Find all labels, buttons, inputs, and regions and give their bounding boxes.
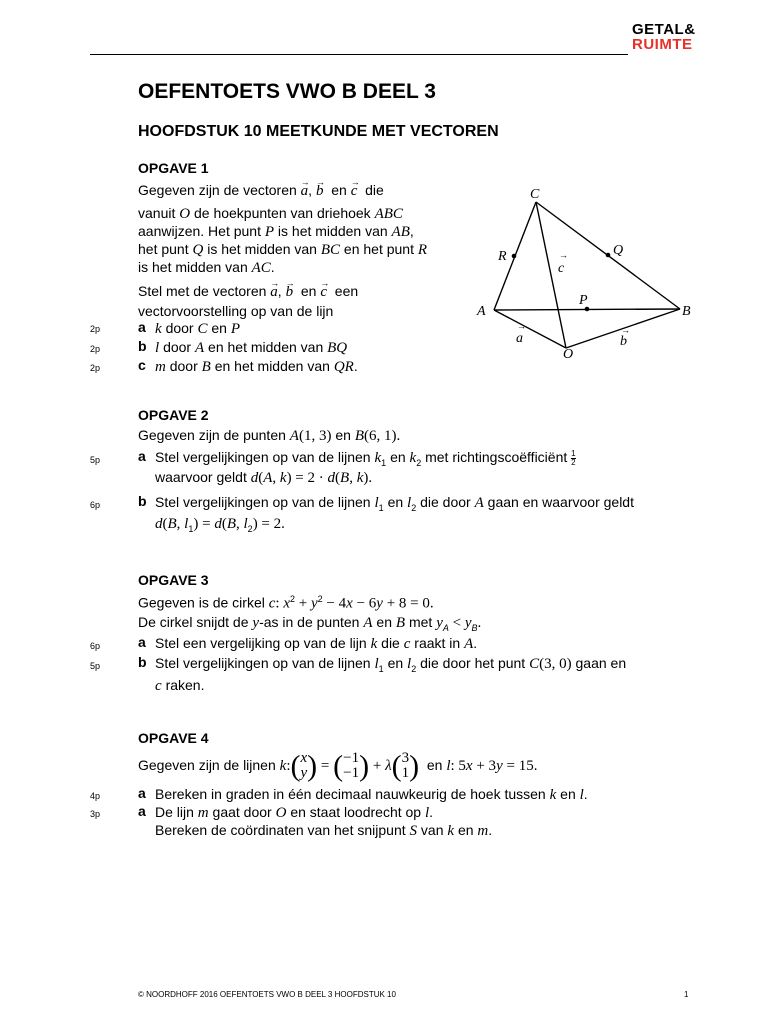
opgave-2b-line-1: Stel vergelijkingen op van de lijnen $l_1$ en $l_2$ die door A gaan en waarvoor geldt	[155, 494, 634, 513]
opgave-3b-label: b	[138, 654, 147, 670]
label-Q: Q	[613, 243, 624, 258]
page-number: 1	[684, 990, 689, 999]
opgave-1-heading: OPGAVE 1	[138, 160, 209, 176]
label-vector-c: c	[558, 261, 565, 276]
opgave-2b-label: b	[138, 493, 147, 509]
label-vector-a: a	[516, 331, 523, 346]
label-R: R	[498, 249, 507, 264]
edge-AO	[494, 310, 566, 348]
label-C: C	[530, 187, 540, 202]
opgave-2b-points: 6p	[90, 500, 101, 510]
logo-line-2: RUIMTE	[632, 36, 693, 53]
opgave-1c-points: 2p	[90, 363, 101, 373]
arrow-vector-a: →	[517, 321, 526, 331]
opgave-3a-text: Stel een vergelijking op van de lijn k die c raakt in A.	[155, 635, 478, 652]
opgave-1a-text: k door C en P	[155, 320, 241, 337]
opgave-4a-points: 4p	[90, 791, 101, 801]
label-B: B	[682, 304, 691, 319]
publisher-logo	[632, 22, 696, 52]
opgave-3a-points: 6p	[90, 641, 101, 651]
opgave-3b-line-1: Stel vergelijkingen op van de lijnen $l_1$ en $l_2$ die door het punt C(3, 0) gaan en	[155, 655, 627, 674]
document-title: OEFENTOETS VWO B DEEL 3	[138, 80, 436, 103]
opgave-1a-points: 2p	[90, 324, 101, 334]
opgave-4b-label: a	[138, 803, 146, 819]
opgave-1c-text: m door B en het midden van QR.	[155, 358, 358, 375]
opgave-1b-label: b	[138, 338, 147, 354]
opgave-1-line-2: vanuit O de hoekpunten van driehoek ABC	[138, 205, 403, 222]
opgave-1b-text: l door A en het midden van BQ	[155, 339, 348, 356]
opgave-1-line-4: het punt Q is het midden van BC en het punt R	[138, 241, 428, 258]
opgave-4-intro: Gegeven zijn de lijnen k:( x y ) = ( −1 −1 ) + λ( 3 1 ) en l: 5x + 3y = 15.	[138, 749, 538, 783]
arrow-vector-c: →	[559, 250, 568, 260]
opgave-3b-points: 5p	[90, 661, 101, 671]
opgave-4b-points: 3p	[90, 809, 101, 819]
opgave-1-line-3: aanwijzen. Het punt P is het midden van AB,	[138, 223, 414, 240]
opgave-2a-points: 5p	[90, 455, 101, 465]
chapter-title: HOOFDSTUK 10 MEETKUNDE MET VECTOREN	[138, 123, 499, 140]
opgave-2-intro: Gegeven zijn de punten A(1, 3) en B(6, 1).	[138, 427, 401, 444]
opgave-4b-line-2: Bereken de coördinaten van het snijpunt S van k en m.	[155, 822, 493, 839]
opgave-4a-text: Bereken in graden in één decimaal nauwkeurig de hoek tussen k en l.	[155, 786, 588, 803]
label-O: O	[563, 347, 574, 362]
opgave-3-intro: Gegeven is de cirkel c: $x^2 + y^2 - 4x - 6y + 8 = 0$.	[138, 594, 434, 612]
opgave-1c-label: c	[138, 357, 146, 373]
point-Q-dot	[606, 253, 611, 258]
opgave-1-line-7: vectorvoorstelling op van de lijn	[138, 303, 334, 319]
opgave-1b-points: 2p	[90, 344, 101, 354]
logo-line-1: GETAL&	[632, 21, 696, 38]
opgave-3-heading: OPGAVE 3	[138, 572, 209, 588]
label-P: P	[579, 293, 588, 308]
opgave-3b-line-2: c raken.	[155, 677, 205, 694]
opgave-2b-line-2: d(B, $l_1) = d(B$, $l_2) = 2$.	[155, 516, 285, 534]
footer-copyright: © NOORDHOFF 2016 OEFENTOETS VWO B DEEL 3 HOOFDSTUK 10	[138, 990, 396, 999]
label-A: A	[477, 304, 486, 319]
arrow-vector-b: →	[621, 325, 630, 335]
opgave-4a-label: a	[138, 785, 146, 801]
opgave-4-heading: OPGAVE 4	[138, 730, 209, 746]
triangle-figure	[470, 180, 710, 370]
opgave-2a-label: a	[138, 448, 146, 464]
point-R-dot	[512, 254, 517, 259]
opgave-4b-line-1: De lijn m gaat door O en staat loodrecht op l.	[155, 804, 434, 821]
opgave-3-line-2: De cirkel snijdt de y-as in de punten A en B met $y_A < y_B$.	[138, 614, 482, 633]
opgave-2a-line-2: waarvoor geldt d(A, k) = 2 · d(B, k).	[155, 469, 373, 486]
opgave-2-heading: OPGAVE 2	[138, 407, 209, 423]
opgave-1-line-1: Gegeven zijn de vectoren → a, → b en → c die	[138, 181, 384, 200]
opgave-1a-label: a	[138, 319, 146, 335]
header-rule	[90, 54, 628, 55]
opgave-3a-label: a	[138, 634, 146, 650]
opgave-1-line-5: is het midden van AC.	[138, 259, 275, 276]
opgave-1-line-6: Stel met de vectoren → a, → b en → c een	[138, 282, 358, 301]
label-vector-b: b	[620, 334, 627, 349]
opgave-2a-line-1: Stel vergelijkingen op van de lijnen $k_1$ en $k_2$ met richtingscoëfficiënt $\frac{1}{2}$	[155, 448, 576, 468]
